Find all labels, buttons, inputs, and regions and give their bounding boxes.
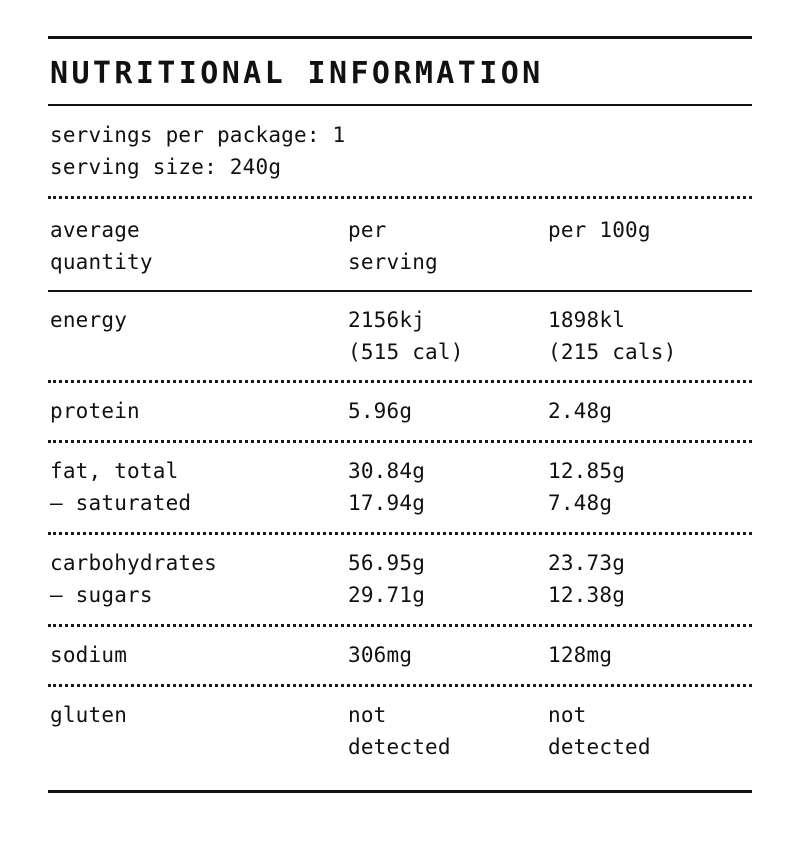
row-value-per-100g (548, 640, 750, 672)
row-label-line1: protein (50, 399, 140, 424)
row-value-per-100g (548, 305, 750, 369)
row-label-line2: — sugars (50, 583, 153, 608)
row-value-per-serving (348, 456, 548, 520)
row-value-per-serving-line1: 2156kj (348, 307, 426, 332)
row-label-line1: fat, total (50, 459, 179, 484)
row-value-per-serving-line1: 5.96g (348, 399, 413, 424)
row-value-per-100g-line1: 128mg (548, 642, 613, 667)
servings-block (48, 106, 752, 196)
row-label-line1: carbohydrates (50, 551, 217, 576)
row-value-per-100g-line1: 23.73g (548, 551, 626, 576)
row-value-per-100g (548, 700, 750, 764)
row-value-per-serving-line1: not (348, 702, 387, 727)
row-label (50, 640, 348, 672)
row-label (50, 700, 348, 764)
table-header-row (48, 199, 752, 290)
table-row (48, 443, 752, 532)
row-value-per-serving (348, 396, 548, 428)
row-value-per-serving-line2: 17.94g (348, 491, 426, 516)
row-value-per-100g-line1: 12.85g (548, 459, 626, 484)
column-header-quantity-line2: quantity (50, 249, 153, 274)
table-row (48, 292, 752, 381)
row-value-per-serving-line1: 56.95g (348, 551, 426, 576)
table-row (48, 383, 752, 440)
table-row (48, 687, 752, 776)
column-header-per-serving (348, 215, 548, 279)
row-value-per-serving-line2: (515 cal) (348, 339, 464, 364)
servings-per-package: servings per package: 1 (50, 123, 346, 147)
table-row (48, 535, 752, 624)
row-label (50, 548, 348, 612)
row-value-per-100g-line1: 1898kl (548, 307, 626, 332)
row-value-per-serving-line1: 306mg (348, 642, 413, 667)
row-value-per-serving-line2: 29.71g (348, 583, 426, 608)
row-value-per-100g-line2: detected (548, 734, 651, 759)
row-label-line2: — saturated (50, 491, 192, 516)
row-label-line1: sodium (50, 642, 128, 667)
bottom-spacer (48, 776, 752, 790)
row-value-per-100g (548, 396, 750, 428)
column-header-per-100g-line2: per 100g (548, 217, 651, 242)
row-value-per-100g-line1: 2.48g (548, 399, 613, 424)
row-value-per-100g (548, 548, 750, 612)
row-value-per-serving (348, 305, 548, 369)
column-header-quantity-line1: average (50, 217, 140, 242)
column-header-per-serving-line1: per (348, 217, 387, 242)
column-header-per-100g (548, 215, 750, 279)
row-label (50, 396, 348, 428)
row-value-per-serving (348, 640, 548, 672)
row-label (50, 305, 348, 369)
row-value-per-100g-line1: not (548, 702, 587, 727)
row-value-per-100g-line2: (215 cals) (548, 339, 677, 364)
row-value-per-serving-line2: detected (348, 734, 451, 759)
nutrition-panel (48, 36, 752, 793)
table-row (48, 627, 752, 684)
column-header-per-serving-line2: serving (348, 249, 438, 274)
row-value-per-100g-line2: 12.38g (548, 583, 626, 608)
row-value-per-serving-line1: 30.84g (348, 459, 426, 484)
divider-bottom (48, 790, 752, 793)
row-label (50, 456, 348, 520)
page-title: NUTRITIONAL INFORMATION (50, 56, 544, 91)
row-value-per-serving (348, 548, 548, 612)
column-header-quantity (50, 215, 348, 279)
row-value-per-serving (348, 700, 548, 764)
row-label-line1: energy (50, 307, 128, 332)
row-value-per-100g-line2: 7.48g (548, 491, 613, 516)
serving-size: serving size: 240g (50, 154, 282, 179)
row-label-line1: gluten (50, 702, 128, 727)
row-value-per-100g (548, 456, 750, 520)
